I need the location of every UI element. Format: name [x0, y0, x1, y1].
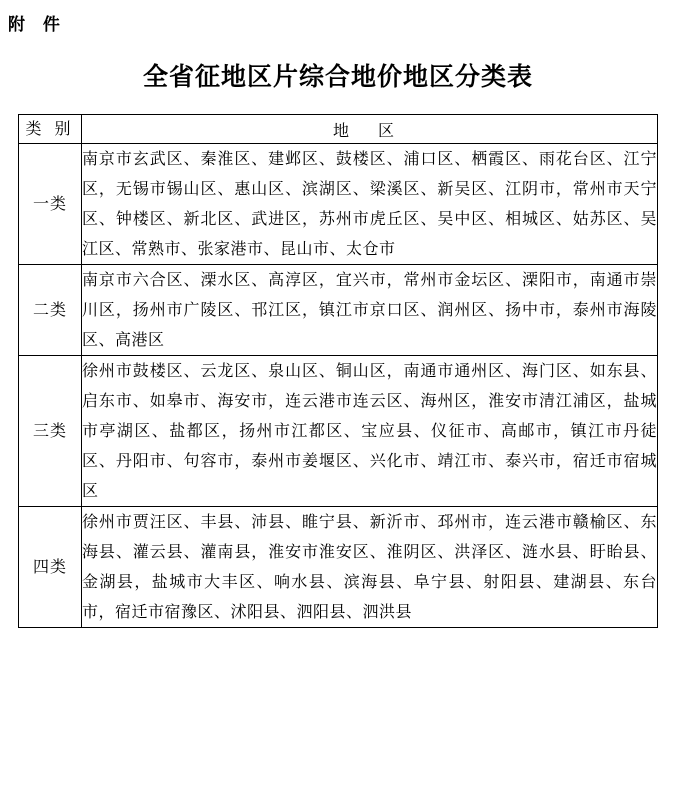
table-body [19, 144, 658, 628]
column-header-area: 地 区 [82, 115, 658, 144]
cell-category: 三类 [19, 356, 82, 507]
table-row [19, 356, 658, 507]
cell-area: 徐州市贾汪区、丰县、沛县、睢宁县、新沂市、邳州市，连云港市赣榆区、东海县、灌云县、灌南县，淮安市淮安区、淮阴区、洪泽区、涟水县、盱眙县、金湖县，盐城市大丰区、响水县、滨海县、阜宁县、射阳县、建湖县、东台市，宿迁市宿豫区、沭阳县、泗阳县、泗洪县 [82, 507, 658, 628]
table-row [19, 144, 658, 265]
cell-area: 南京市玄武区、秦淮区、建邺区、鼓楼区、浦口区、栖霞区、雨花台区、江宁区，无锡市锡山区、惠山区、滨湖区、梁溪区、新吴区、江阴市，常州市天宁区、钟楼区、新北区、武进区，苏州市虎丘区、吴中区、相城区、姑苏区、吴江区、常熟市、张家港市、昆山市、太仓市 [82, 144, 658, 265]
cell-category: 二类 [19, 265, 82, 356]
page-title: 全省征地区片综合地价地区分类表 [142, 62, 533, 91]
cell-area: 南京市六合区、溧水区、高淳区，宜兴市，常州市金坛区、溧阳市，南通市崇川区，扬州市广陵区、邗江区，镇江市京口区、润州区、扬中市，泰州市海陵区、高港区 [82, 265, 658, 356]
classification-table [18, 114, 658, 628]
column-header-category: 类 别 [19, 115, 82, 144]
cell-category: 四类 [19, 507, 82, 628]
cell-category: 一类 [19, 144, 82, 265]
attachment-label: 附 件 [8, 15, 66, 35]
table-row [19, 265, 658, 356]
cell-area: 徐州市鼓楼区、云龙区、泉山区、铜山区，南通市通州区、海门区、如东县、启东市、如皋市、海安市，连云港市连云区、海州区，淮安市清江浦区，盐城市亭湖区、盐都区，扬州市江都区、宝应县、仪征市、高邮市，镇江市丹徒区、丹阳市、句容市，泰州市姜堰区、兴化市、靖江市、泰兴市，宿迁市宿城区 [82, 356, 658, 507]
table-row [19, 507, 658, 628]
table-header [19, 115, 658, 144]
table-header-row [19, 115, 658, 144]
